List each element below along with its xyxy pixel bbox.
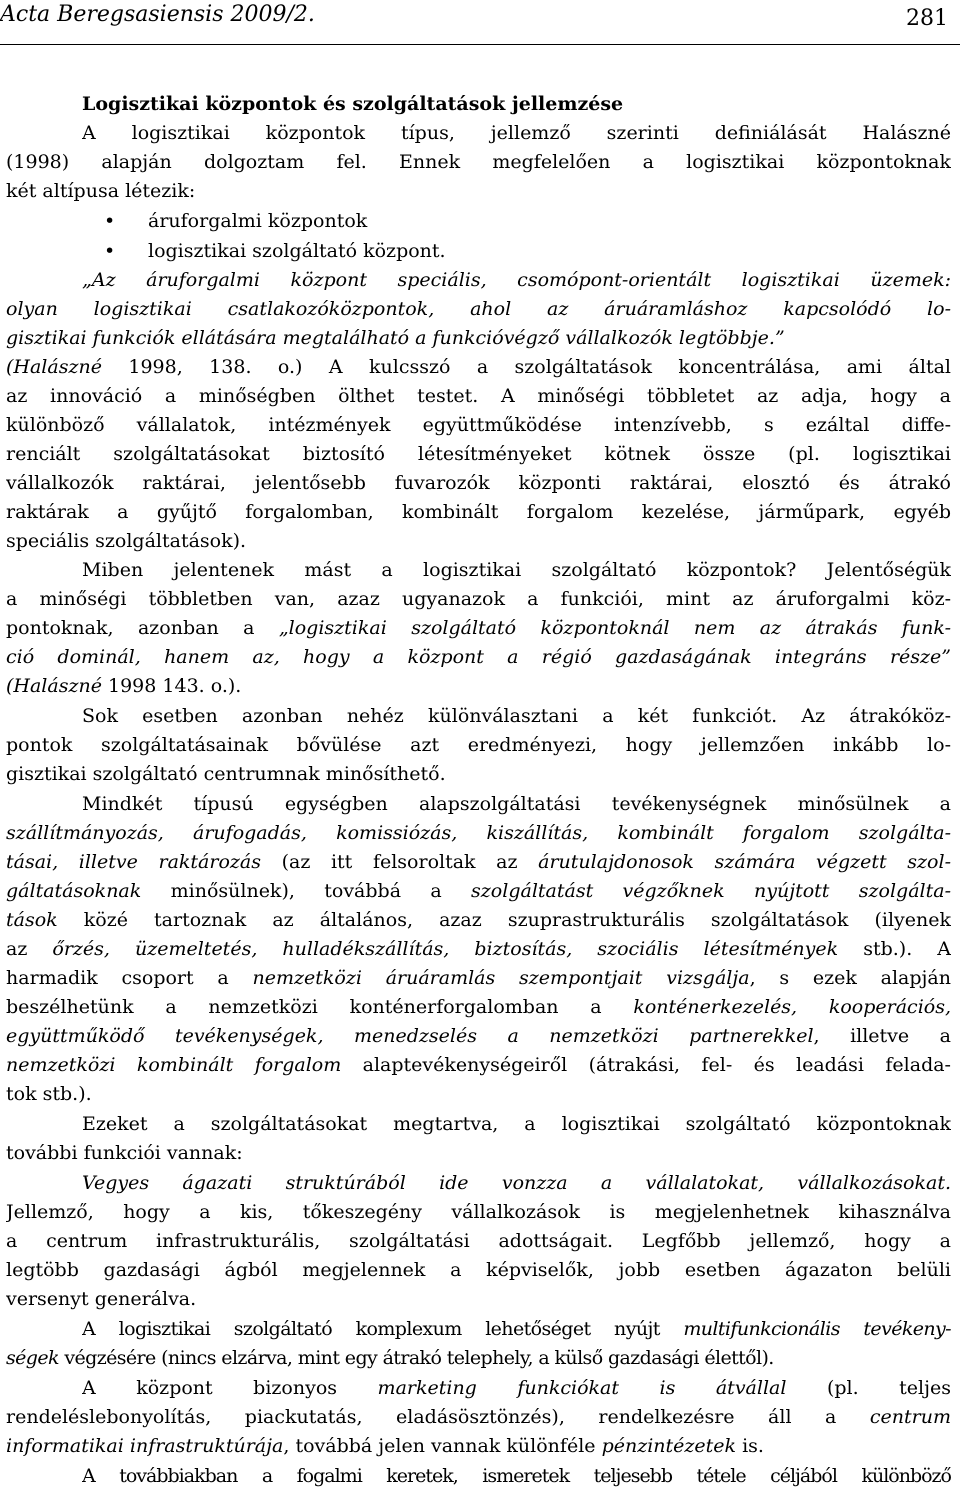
page-number: 281 [906,6,948,31]
italic-span: tások [6,909,58,931]
text-span: harmadik csoport a [6,967,253,989]
text-line [82,1315,951,1343]
italic-span: ségek [6,1347,59,1369]
citation-author: (Halászné [6,675,102,697]
text-span: is. [736,1435,764,1457]
text-line: vállalkozók raktárai, jelentősebb fuvarozók központi raktárai, elosztó és átrakó [6,472,951,494]
section-heading: Logisztikai központok és szolgáltatások jellemzése [82,93,624,115]
running-header [0,0,960,45]
text-line: legtöbb gazdasági ágból megjelennek a képviselők, jobb esetben ágazaton belüli [6,1259,951,1281]
text-line: Sok esetben azonban nehéz különválasztani a két funkciót. Az átrakóköz- [82,705,951,727]
text-span: közé tartoznak az általános, azaz szuprastrukturális szolgáltatások (ilyenek [57,909,951,931]
quote-line: gisztikai funkciók ellátására megtalálható a funkcióvégző vállalkozók legtöbbje.” [6,327,785,349]
italic-line: szállítmányozás, árufogadás, komissiózás, kiszállítás, kombinált forgalom szolgálta- [6,822,951,844]
text-span: (pl. teljes [786,1377,951,1399]
text-line: különböző vállalatok, intézmények együttműködése intenzívebb, s ezáltal diffe- [6,414,951,436]
bullet-text: áruforgalmi központok [148,210,368,232]
text-span: rendeléslebonyolítás, piackutatás, eladásösztönzés), rendelkezésre áll a [6,1406,870,1428]
text-line: Jellemző, hogy a kis, tőkeszegény vállalkozások is megjelenhetnek kihasználva [6,1201,951,1223]
text-span: beszélhetünk a nemzetközi konténerforgalomban a [6,996,634,1018]
text-line [6,1022,951,1050]
text-line: renciált szolgáltatásokat biztosító létesítményeket kötnek össze (pl. logisztikai [6,443,951,465]
text-line: az innováció a minőségben ölthet testet. A minőségi többletet az adja, hogy a [6,385,951,407]
italic-span: centrum [869,1406,951,1428]
italic-span: tásai, illetve raktározás [6,851,261,873]
text-line [6,993,951,1021]
text-line [82,1374,951,1402]
text-span: alaptevékenységeiről (átrakási, fel- és leadási felada- [341,1054,951,1076]
bullet-symbol: • [104,240,116,262]
bullet-item [104,237,704,265]
text-line: A logisztikai központok típus, jellemző szerinti definiálását Halászné [82,122,951,144]
text-line [6,1432,951,1460]
text-line: raktárak a gyűjtő forgalomban, kombinált forgalom kezelése, járműpark, egyéb [6,501,951,523]
citation-author: (Halászné [6,356,102,378]
text-span: , s ezek alapján [749,967,951,989]
text-span: minősülnek), továbbá a [141,880,472,902]
text-line [6,614,951,642]
text-span: stb.). A [838,938,951,960]
text-line [6,1344,951,1372]
italic-span: gáltatásoknak [6,880,142,902]
quote-line: „Az áruforgalmi központ speciális, csomópont-orientált logisztikai üzemek: [82,269,951,291]
italic-span: marketing funkciókat is átvállal [377,1377,787,1399]
bullet-item [104,207,704,235]
italic-span: multifunkcionális tevékeny- [683,1318,951,1340]
text-line: pontok szolgáltatásainak bővülése azt eredményezi, hogy jellemzően inkább lo- [6,734,951,756]
text-line: további funkciói vannak: [6,1142,243,1164]
text-line: két altípusa létezik: [6,180,196,202]
quote-line: olyan logisztikai csatlakozóközpontok, ahol az áruáramláshoz kapcsolódó lo- [6,298,951,320]
italic-span: konténerkezelés, kooperációs, [633,996,951,1018]
text-span: , továbbá jelen vannak különféle [283,1435,602,1457]
text-line: tok stb.). [6,1083,92,1105]
text-span: pontoknak, azonban a [6,617,279,639]
text-line: a minőségi többletben van, azaz ugyanazok a funkciói, mint az áruforgalmi köz- [6,588,951,610]
text-line [6,672,951,700]
text-line: A továbbiakban a fogalmi keretek, ismeretek teljesebb tétele céljából különböző [82,1465,951,1487]
italic-span: pénzintézetek [601,1435,737,1457]
text-line: Ezeket a szolgáltatásokat megtartva, a logisztikai szolgáltató központoknak [82,1113,951,1135]
italic-span: nemzetközi kombinált forgalom [6,1054,342,1076]
text-span: , illetve a [813,1025,951,1047]
quote-line: ció dominál, hanem az, hogy a központ a régió gazdaságának integráns része” [6,646,951,668]
text-line: gisztikai szolgáltató centrumnak minősíthető. [6,763,446,785]
text-span: A logisztikai szolgáltató komplexum lehetőséget nyújt [82,1318,684,1340]
text-span: A központ bizonyos [82,1377,378,1399]
text-span: végzésére (nincs elzárva, mint egy átrakó telephely, a külső gazdasági élettől). [58,1347,774,1369]
text-line [6,1051,951,1079]
text-line [6,848,951,876]
italic-span: „logisztikai szolgáltató központoknál nem az átrakás funk- [278,617,951,639]
text-line: versenyt generálva. [6,1288,197,1310]
bullet-symbol: • [104,210,116,232]
text-span: az [6,938,53,960]
text-line: (1998) alapján dolgoztam fel. Ennek megfelelően a logisztikai központoknak [6,151,951,173]
text-span: 1998 143. o.). [101,675,242,697]
italic-span: szolgáltatást végzőknek nyújtott szolgálta- [471,880,951,902]
text-line: Miben jelentenek mást a logisztikai szolgáltató központok? Jelentőségük [82,559,951,581]
text-line [6,1403,951,1431]
text-span: (az itt felsoroltak az [260,851,539,873]
bullet-text: logisztikai szolgáltató központ. [148,240,446,262]
text-span: 1998, 138. o.) A kulcsszó a szolgáltatások koncentrálása, ami által [101,356,951,378]
text-line [6,935,951,963]
text-line: a centrum infrastrukturális, szolgáltatási adottságait. Legfőbb jellemző, hogy a [6,1230,951,1252]
text-line [6,906,951,934]
italic-span: nemzetközi áruáramlás szempontjait vizsgálja [252,967,750,989]
italic-span: árutulajdonosok számára végzett szol- [538,851,951,873]
text-line [6,964,951,992]
italic-span: őrzés, üzemeltetés, hulladékszállítás, biztosítás, szociális létesítmények [52,938,839,960]
journal-title: Acta Beregsasiensis 2009/2. [0,2,315,27]
text-line: speciális szolgáltatások). [6,530,247,552]
italic-span: együttműködő tevékenységek, menedzselés a nemzetközi partnerekkel [6,1025,814,1047]
text-line: Mindkét típusú egységben alapszolgáltatási tevékenységnek minősülnek a [82,793,951,815]
italic-line: Vegyes ágazati struktúrából ide vonzza a vállalatokat, vállalkozásokat. [82,1172,951,1194]
text-line [6,353,951,381]
italic-span: informatikai infrastruktúrája [6,1435,284,1457]
text-line [6,877,951,905]
